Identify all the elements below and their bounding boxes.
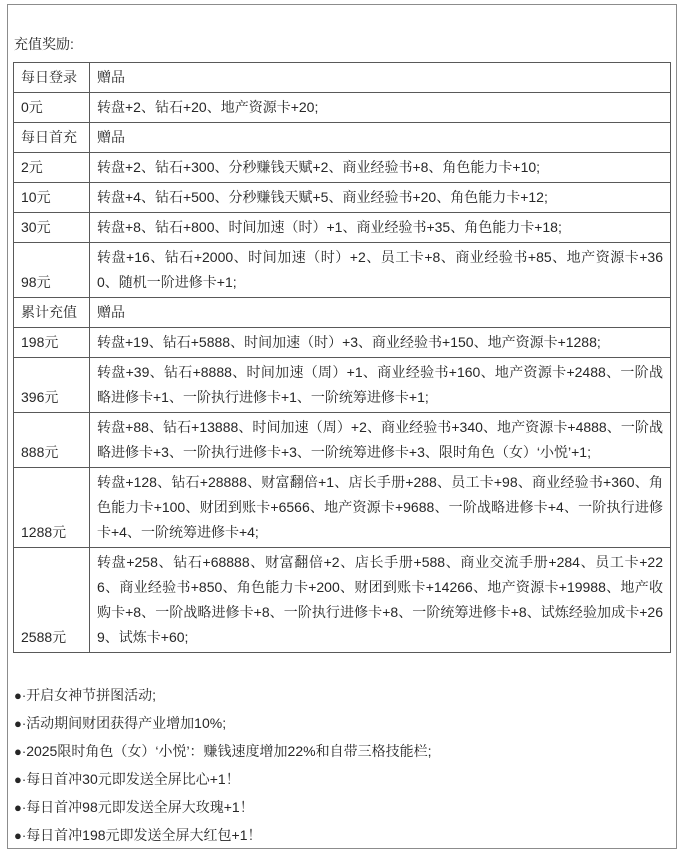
- notes-list: [14, 687, 676, 844]
- row-label: 累计充值: [14, 298, 90, 328]
- row-value: 转盘+4、钻石+500、分秒赚钱天赋+5、商业经验书+20、角色能力卡+12;: [90, 183, 671, 213]
- row-label: 每日首充: [14, 123, 90, 153]
- row-value: 转盘+258、钻石+68888、财富翻倍+2、店长手册+588、商业交流手册+284、员工卡+226、商业经验书+850、角色能力卡+200、财团到账卡+14266、地产资源卡+19988、地产收购卡+8、一阶战略进修卡+8、一阶执行进修卡+8、一阶统筹进修卡+8、试炼经验加成卡+269、试炼卡+60;: [90, 548, 671, 653]
- note-text: 每日首冲30元即发送全屏比心+1！: [26, 771, 240, 787]
- bullet-icon: ●·: [14, 800, 27, 815]
- table-row: [14, 548, 671, 653]
- table-row: [14, 123, 671, 153]
- row-value: 转盘+19、钻石+5888、时间加速（时）+3、商业经验书+150、地产资源卡+1288;: [90, 328, 671, 358]
- row-value: 转盘+2、钻石+20、地产资源卡+20;: [90, 93, 671, 123]
- table-row: [14, 213, 671, 243]
- row-label: 888元: [14, 413, 90, 468]
- row-label: 1288元: [14, 468, 90, 548]
- row-value: 转盘+16、钻石+2000、时间加速（时）+2、员工卡+8、商业经验书+85、地产资源卡+360、随机一阶进修卡+1;: [90, 243, 671, 298]
- row-value: 赠品: [90, 63, 671, 93]
- row-label: 198元: [14, 328, 90, 358]
- table-row: [14, 328, 671, 358]
- note-item: [14, 743, 676, 760]
- table-row: [14, 93, 671, 123]
- row-label: 10元: [14, 183, 90, 213]
- note-item: [14, 687, 676, 704]
- row-label: 每日登录: [14, 63, 90, 93]
- row-value: 赠品: [90, 298, 671, 328]
- table-row: [14, 358, 671, 413]
- page-title: 充值奖励:: [14, 36, 74, 52]
- row-value: 转盘+39、钻石+8888、时间加速（周）+1、商业经验书+160、地产资源卡+2488、一阶战略进修卡+1、一阶执行进修卡+1、一阶统筹进修卡+1;: [90, 358, 671, 413]
- table-row: [14, 183, 671, 213]
- bullet-icon: ●·: [14, 772, 27, 787]
- row-label: 2588元: [14, 548, 90, 653]
- bullet-icon: ●·: [14, 828, 27, 843]
- row-label: 30元: [14, 213, 90, 243]
- note-text: 2025限时角色（女）‘小悦’：赚钱速度增加22%和自带三格技能栏;: [26, 743, 432, 759]
- table-row: [14, 468, 671, 548]
- note-text: 每日首冲98元即发送全屏大玫瑰+1！: [26, 799, 254, 815]
- row-label: 2元: [14, 153, 90, 183]
- note-text: 开启女神节拼图活动;: [26, 687, 157, 703]
- row-value: 赠品: [90, 123, 671, 153]
- bullet-icon: ●·: [14, 688, 27, 703]
- table-row: [14, 298, 671, 328]
- row-value: 转盘+88、钻石+13888、时间加速（周）+2、商业经验书+340、地产资源卡+4888、一阶战略进修卡+3、一阶执行进修卡+3、一阶统筹进修卡+3、限时角色（女）‘小悦’+1;: [90, 413, 671, 468]
- row-label: 396元: [14, 358, 90, 413]
- table-row: [14, 413, 671, 468]
- note-text: 每日首冲198元即发送全屏大红包+1！: [26, 827, 262, 843]
- bullet-icon: ●·: [14, 716, 27, 731]
- row-value: 转盘+128、钻石+28888、财富翻倍+1、店长手册+288、员工卡+98、商业经验书+360、角色能力卡+100、财团到账卡+6566、地产资源卡+9688、一阶战略进修卡+4、一阶执行进修卡+4、一阶统筹进修卡+4;: [90, 468, 671, 548]
- row-label: 98元: [14, 243, 90, 298]
- row-label: 0元: [14, 93, 90, 123]
- table-row: [14, 63, 671, 93]
- note-item: [14, 715, 676, 732]
- bullet-icon: ●·: [14, 744, 27, 759]
- note-item: [14, 827, 676, 844]
- table-row: [14, 153, 671, 183]
- row-value: 转盘+8、钻石+800、时间加速（时）+1、商业经验书+35、角色能力卡+18;: [90, 213, 671, 243]
- row-value: 转盘+2、钻石+300、分秒赚钱天赋+2、商业经验书+8、角色能力卡+10;: [90, 153, 671, 183]
- note-item: [14, 771, 676, 788]
- note-item: [14, 799, 676, 816]
- note-text: 活动期间财团获得产业增加10%;: [26, 715, 227, 731]
- rewards-table: [13, 62, 671, 653]
- table-row: [14, 243, 671, 298]
- page-container: [7, 4, 677, 849]
